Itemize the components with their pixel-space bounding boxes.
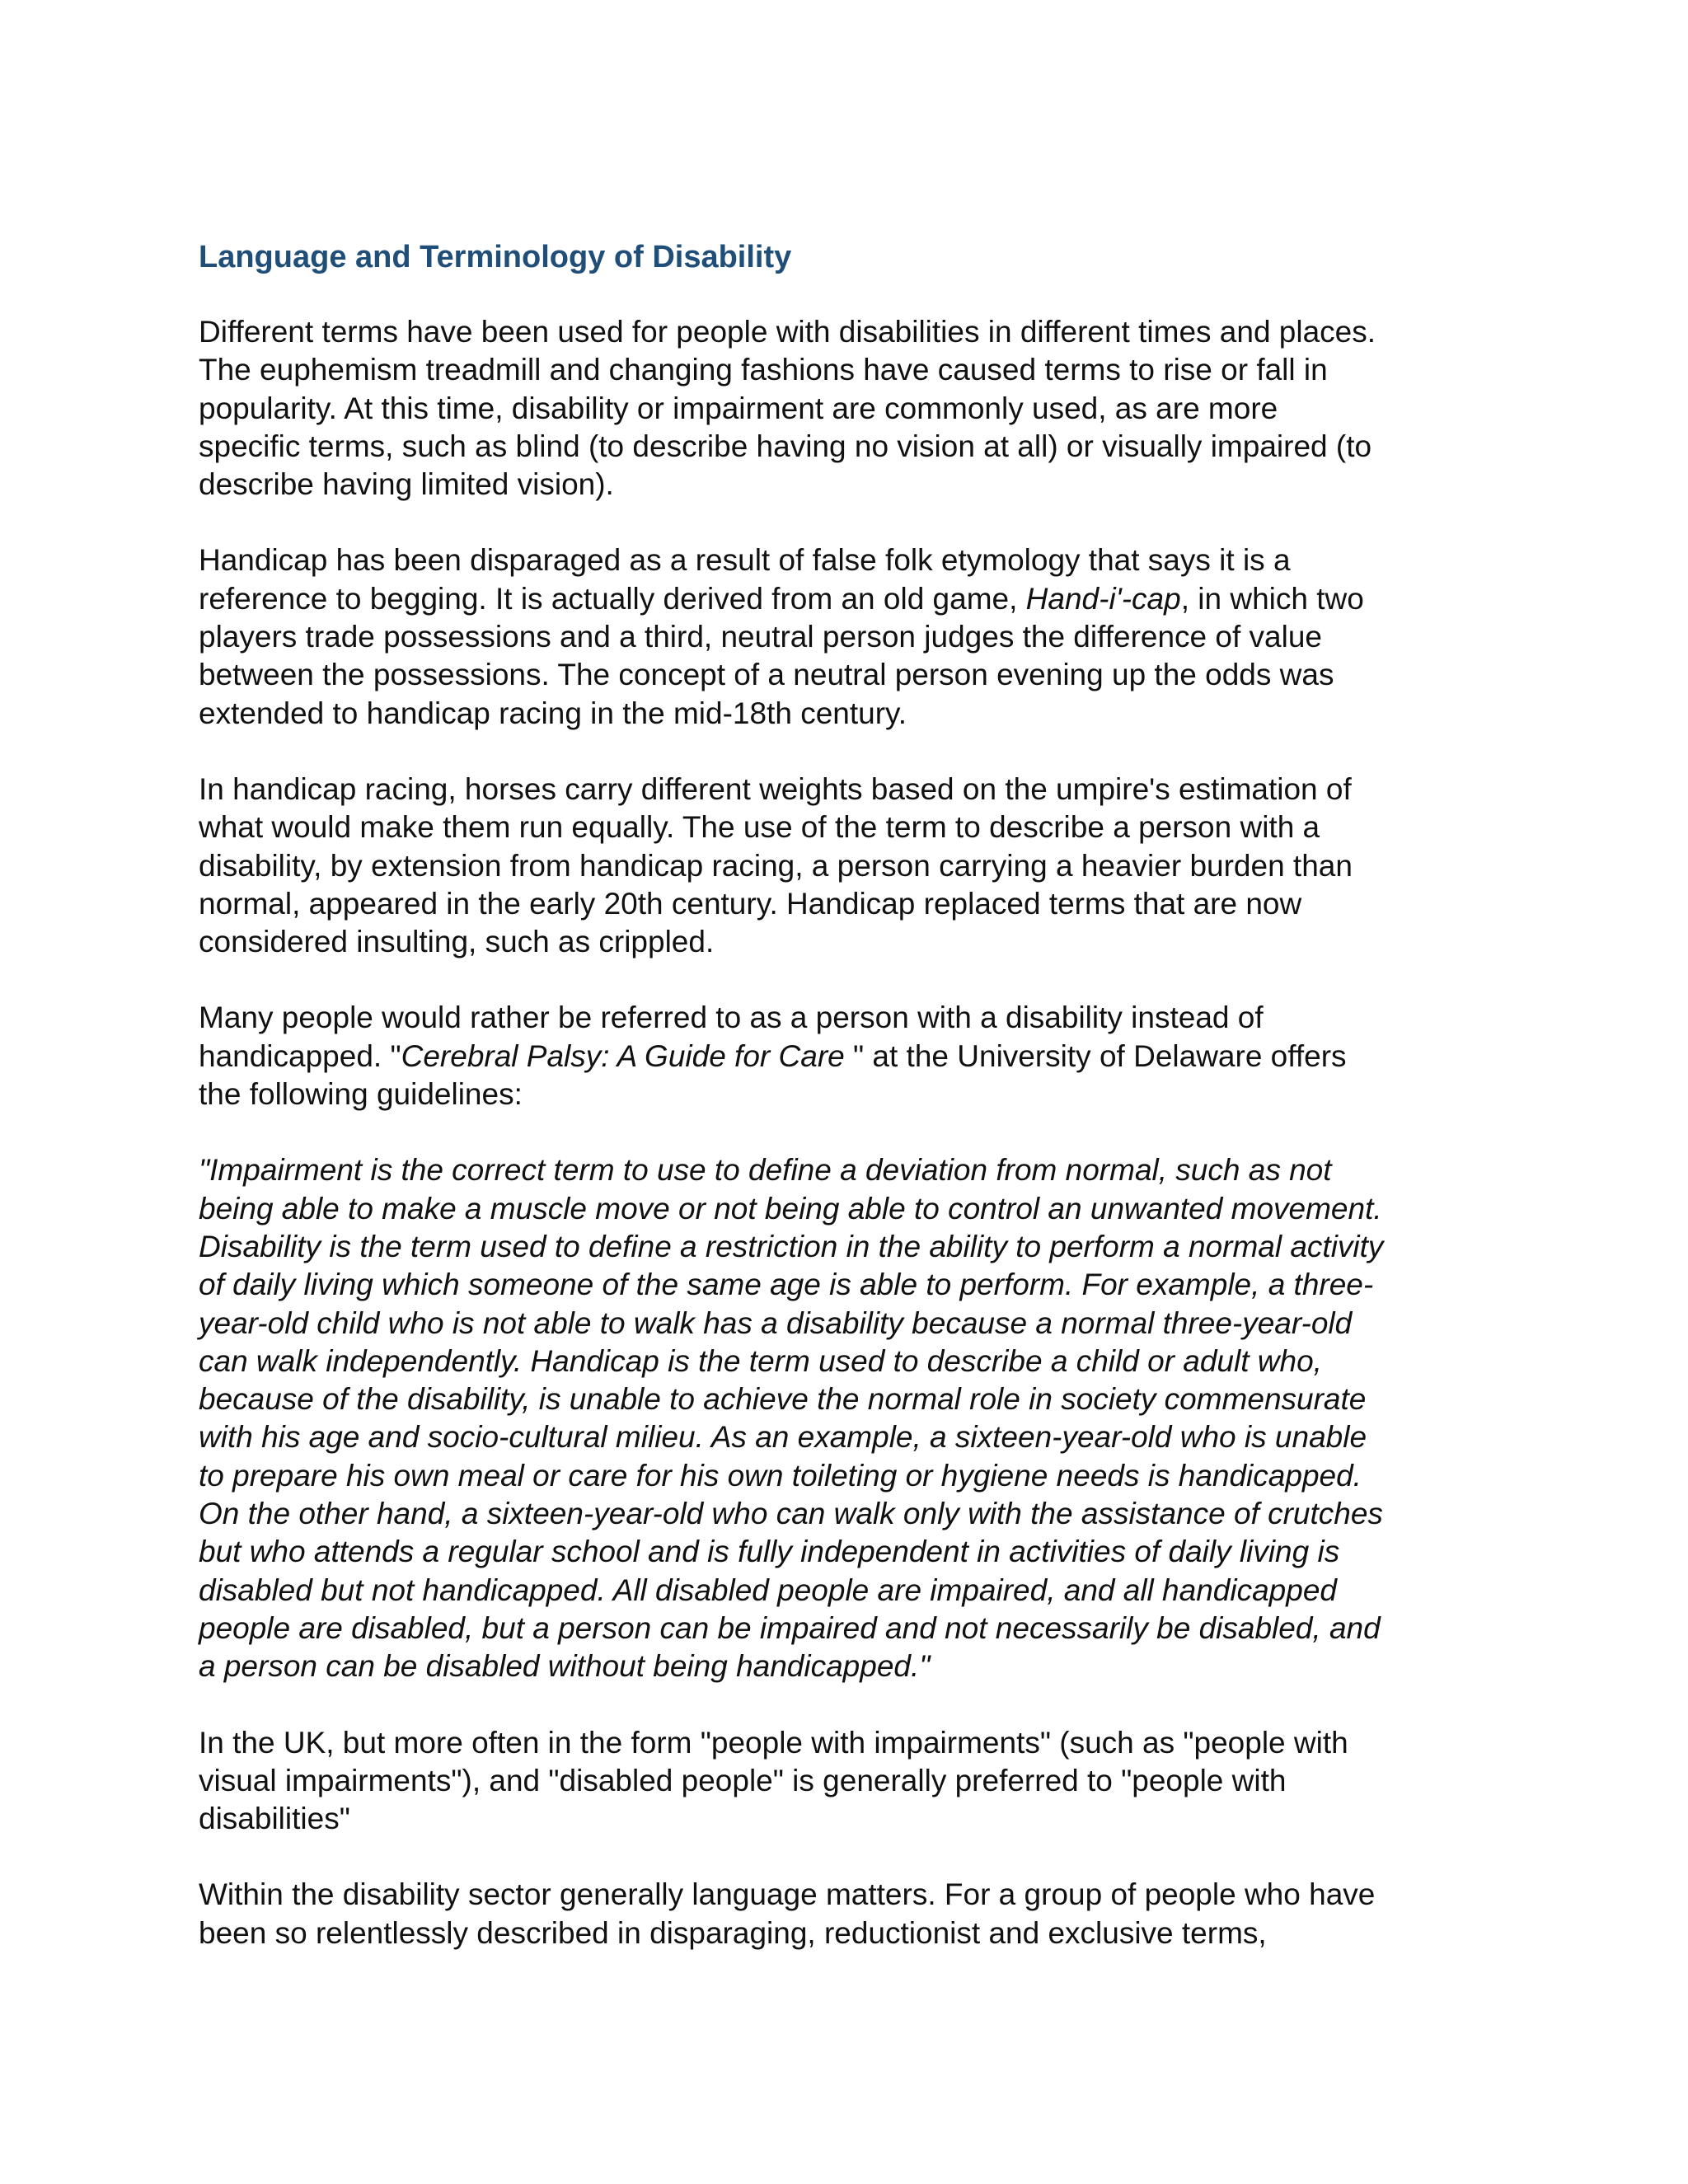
book-title: Cerebral Palsy: A Guide for Care <box>401 1038 845 1073</box>
text-line: In the UK, but more often in the form "people with impairments" (such as "people with <box>199 1725 1348 1760</box>
text-segment: reference to begging. It is actually derived from an old game, <box>199 581 1026 616</box>
document-page <box>199 234 1501 1990</box>
text-line: Within the disability sector generally language matters. For a group of people who have <box>199 1877 1376 1912</box>
paragraph-terms-history <box>199 313 1501 504</box>
text-line: normal, appeared in the early 20th century. Handicap replaced terms that are now <box>199 886 1302 921</box>
text-line: visual impairments"), and "disabled people" is generally preferred to "people with <box>199 1763 1287 1797</box>
emphasized-term: Hand-i'-cap <box>1025 581 1181 616</box>
quote-line: Disability is the term used to define a restriction in the ability to perform a normal activity <box>199 1229 1384 1263</box>
text-segment: " at the University of Delaware offers <box>844 1038 1347 1073</box>
text-line: the following guidelines: <box>199 1077 523 1112</box>
quote-line: being able to make a muscle move or not being able to control an unwanted movement. <box>199 1191 1382 1226</box>
text-line: The euphemism treadmill and changing fashions have caused terms to rise or fall in <box>199 353 1328 387</box>
text-segment: , in which two <box>1180 581 1364 616</box>
quote-line: disabled but not handicapped. All disabled people are impaired, and all handicapped <box>199 1572 1337 1607</box>
document-title: Language and Terminology of Disability <box>199 240 792 274</box>
paragraph-guidelines-intro <box>199 999 1501 1113</box>
text-line: what would make them run equally. The use of the term to describe a person with a <box>199 810 1320 845</box>
text-line: disabilities" <box>199 1802 350 1836</box>
quote-line: a person can be disabled without being handicapped." <box>199 1649 931 1684</box>
quote-line: On the other hand, a sixteen-year-old who can walk only with the assistance of crutches <box>199 1497 1383 1531</box>
quote-line: but who attends a regular school and is fully independent in activities of daily living is <box>199 1535 1340 1569</box>
text-line: Many people would rather be referred to as a person with a disability instead of <box>199 1001 1264 1035</box>
paragraph-handicap-etymology <box>199 541 1501 732</box>
text-line: players trade possessions and a third, neutral person judges the difference of value <box>199 620 1323 654</box>
text-line: specific terms, such as blind (to describe having no vision at all) or visually impaired (to <box>199 429 1372 463</box>
quote-line: people are disabled, but a person can be impaired and not necessarily be disabled, and <box>199 1610 1381 1645</box>
text-line: Different terms have been used for people with disabilities in different times and places. <box>199 315 1376 349</box>
quote-line: with his age and socio-cultural milieu. As an example, a sixteen-year-old who is unable <box>199 1420 1367 1455</box>
text-segment: handicapped. " <box>199 1038 401 1073</box>
text-line <box>199 1038 1501 1076</box>
text-line: describe having limited vision). <box>199 467 614 502</box>
text-line <box>199 580 1501 618</box>
paragraph-language-matters <box>199 1876 1501 1952</box>
quote-line: "Impairment is the correct term to use to define a deviation from normal, such as not <box>199 1153 1332 1188</box>
text-line: extended to handicap racing in the mid-18th century. <box>199 696 907 730</box>
quote-line: year-old child who is not able to walk has a disability because a normal three-year-old <box>199 1305 1353 1340</box>
quote-line: of daily living which someone of the same age is able to perform. For example, a three- <box>199 1268 1374 1302</box>
quote-line: because of the disability, is unable to achieve the normal role in society commensurate <box>199 1382 1367 1417</box>
text-line: popularity. At this time, disability or impairment are commonly used, as are more <box>199 391 1278 425</box>
text-line: Handicap has been disparaged as a result of false folk etymology that says it is a <box>199 543 1291 578</box>
text-line: between the possessions. The concept of a neutral person evening up the odds was <box>199 658 1334 692</box>
paragraph-uk-usage <box>199 1724 1501 1839</box>
text-line: disability, by extension from handicap racing, a person carrying a heavier burden than <box>199 848 1353 883</box>
quote-line: can walk independently. Handicap is the term used to describe a child or adult who, <box>199 1343 1322 1378</box>
text-line: considered insulting, such as crippled. <box>199 925 715 959</box>
paragraph-handicap-racing <box>199 771 1501 961</box>
text-line: In handicap racing, horses carry different weights based on the umpire's estimation of <box>199 771 1352 806</box>
block-quote <box>199 1151 1501 1685</box>
text-line: been so relentlessly described in disparaging, reductionist and exclusive terms, <box>199 1915 1267 1950</box>
quote-line: to prepare his own meal or care for his own toileting or hygiene needs is handicapped. <box>199 1458 1362 1493</box>
